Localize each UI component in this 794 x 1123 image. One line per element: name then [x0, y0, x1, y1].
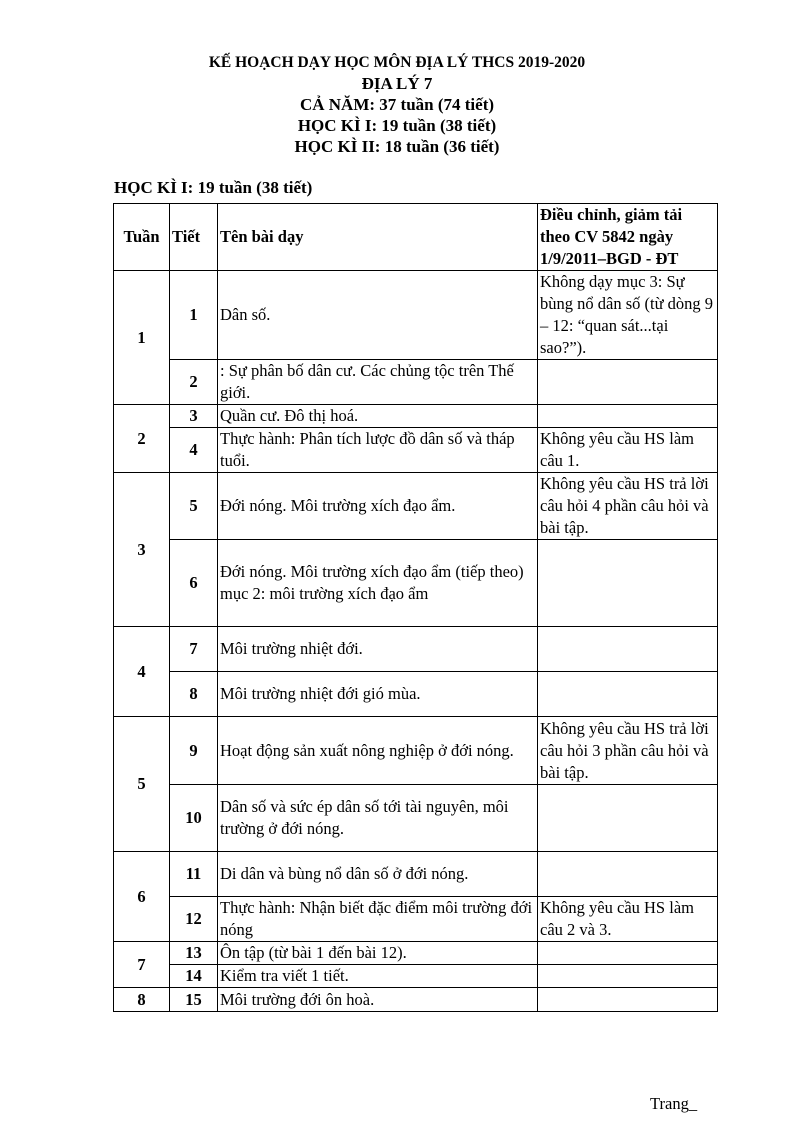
table-row — [114, 897, 718, 942]
lesson-title-cell: Ôn tập (từ bài 1 đến bài 12). — [218, 942, 538, 965]
lesson-title-cell: Đới nóng. Môi trường xích đạo ẩm. — [218, 473, 538, 540]
week-cell: 4 — [114, 627, 170, 717]
year-total-line: CẢ NĂM: 37 tuần (74 tiết) — [299, 95, 495, 114]
week-cell: 2 — [114, 405, 170, 473]
lesson-cell: 5 — [170, 473, 218, 540]
lesson-title-cell: Thực hành: Phân tích lược đồ dân số và tháp tuổi. — [218, 428, 538, 473]
lesson-cell: 15 — [170, 988, 218, 1012]
table-row — [114, 785, 718, 852]
table-row — [114, 627, 718, 672]
lesson-cell: 9 — [170, 717, 218, 785]
lesson-title-cell: : Sự phân bố dân cư. Các chủng tộc trên Thế giới. — [218, 360, 538, 405]
document-title: KẾ HOẠCH DẠY HỌC MÔN ĐỊA LÝ THCS 2019-2020 — [208, 54, 586, 71]
table-row — [114, 428, 718, 473]
note-cell — [538, 540, 718, 627]
lesson-cell: 2 — [170, 360, 218, 405]
table-row — [114, 360, 718, 405]
note-cell — [538, 988, 718, 1012]
lesson-cell: 11 — [170, 852, 218, 897]
table-row — [114, 271, 718, 360]
week-cell: 7 — [114, 942, 170, 988]
week-cell: 1 — [114, 271, 170, 405]
note-cell — [538, 672, 718, 717]
lesson-title-cell: Thực hành: Nhận biết đặc điểm môi trường đới nóng — [218, 897, 538, 942]
lesson-plan-table — [113, 203, 718, 1012]
table-row — [114, 473, 718, 540]
lesson-cell: 4 — [170, 428, 218, 473]
note-cell — [538, 785, 718, 852]
lesson-cell: 8 — [170, 672, 218, 717]
week-cell: 6 — [114, 852, 170, 942]
note-cell — [538, 852, 718, 897]
semester2-total-line: HỌC KÌ II: 18 tuần (36 tiết) — [294, 137, 500, 156]
note-cell: Không dạy mục 3: Sự bùng nổ dân số (từ dòng 9 – 12: “quan sát...tại sao?”). — [538, 271, 718, 360]
table-row — [114, 540, 718, 627]
table-row — [114, 405, 718, 428]
lesson-title-line: mục 2: môi trường xích đạo ẩm — [220, 584, 429, 603]
column-header-lesson: Tiết — [170, 204, 218, 271]
note-cell: Không yêu cầu HS làm câu 2 và 3. — [538, 897, 718, 942]
lesson-cell: 10 — [170, 785, 218, 852]
table-header-row — [114, 204, 718, 271]
semester1-total-line: HỌC KÌ I: 19 tuần (38 tiết) — [297, 116, 497, 135]
section-heading: HỌC KÌ I: 19 tuần (38 tiết) — [114, 178, 313, 197]
lesson-title-cell: Môi trường nhiệt đới gió mùa. — [218, 672, 538, 717]
lesson-cell: 12 — [170, 897, 218, 942]
table-row — [114, 672, 718, 717]
lesson-cell: 7 — [170, 627, 218, 672]
lesson-title-line: Đới nóng. Môi trường xích đạo ẩm (tiếp theo) — [220, 562, 524, 581]
column-header-title: Tên bài dạy — [218, 204, 538, 271]
table-row — [114, 717, 718, 785]
note-cell — [538, 965, 718, 988]
subject-line: ĐỊA LÝ 7 — [361, 74, 433, 93]
note-cell — [538, 360, 718, 405]
lesson-title-cell: Môi trường nhiệt đới. — [218, 627, 538, 672]
lesson-cell: 1 — [170, 271, 218, 360]
lesson-title-cell: Di dân và bùng nổ dân số ở đới nóng. — [218, 852, 538, 897]
lesson-title-cell: Môi trường đới ôn hoà. — [218, 988, 538, 1012]
lesson-title-cell: Kiểm tra viết 1 tiết. — [218, 965, 538, 988]
lesson-cell: 13 — [170, 942, 218, 965]
note-cell: Không yêu cầu HS làm câu 1. — [538, 428, 718, 473]
lesson-title-cell: Hoạt động sản xuất nông nghiệp ở đới nóng. — [218, 717, 538, 785]
note-cell — [538, 942, 718, 965]
week-cell: 8 — [114, 988, 170, 1012]
lesson-cell: 6 — [170, 540, 218, 627]
week-cell: 3 — [114, 473, 170, 627]
week-cell: 5 — [114, 717, 170, 852]
table-row — [114, 852, 718, 897]
note-cell — [538, 405, 718, 428]
document-header — [0, 52, 794, 157]
lesson-cell: 3 — [170, 405, 218, 428]
lesson-title-cell: Quần cư. Đô thị hoá. — [218, 405, 538, 428]
column-header-week: Tuần — [114, 204, 170, 271]
lesson-title-cell — [218, 540, 538, 627]
note-cell: Không yêu cầu HS trả lời câu hỏi 4 phần câu hỏi và bài tập. — [538, 473, 718, 540]
table-row — [114, 965, 718, 988]
column-header-note: Điều chỉnh, giảm tải theo CV 5842 ngày 1/9/2011–BGD - ĐT — [538, 204, 718, 271]
lesson-title-cell: Dân số. — [218, 271, 538, 360]
page-number-label: Trang_ — [650, 1094, 698, 1113]
table-row — [114, 942, 718, 965]
note-cell — [538, 627, 718, 672]
table-row — [114, 988, 718, 1012]
lesson-cell: 14 — [170, 965, 218, 988]
note-cell: Không yêu cầu HS trả lời câu hỏi 3 phần câu hỏi và bài tập. — [538, 717, 718, 785]
lesson-title-cell: Dân số và sức ép dân số tới tài nguyên, môi trường ở đới nóng. — [218, 785, 538, 852]
